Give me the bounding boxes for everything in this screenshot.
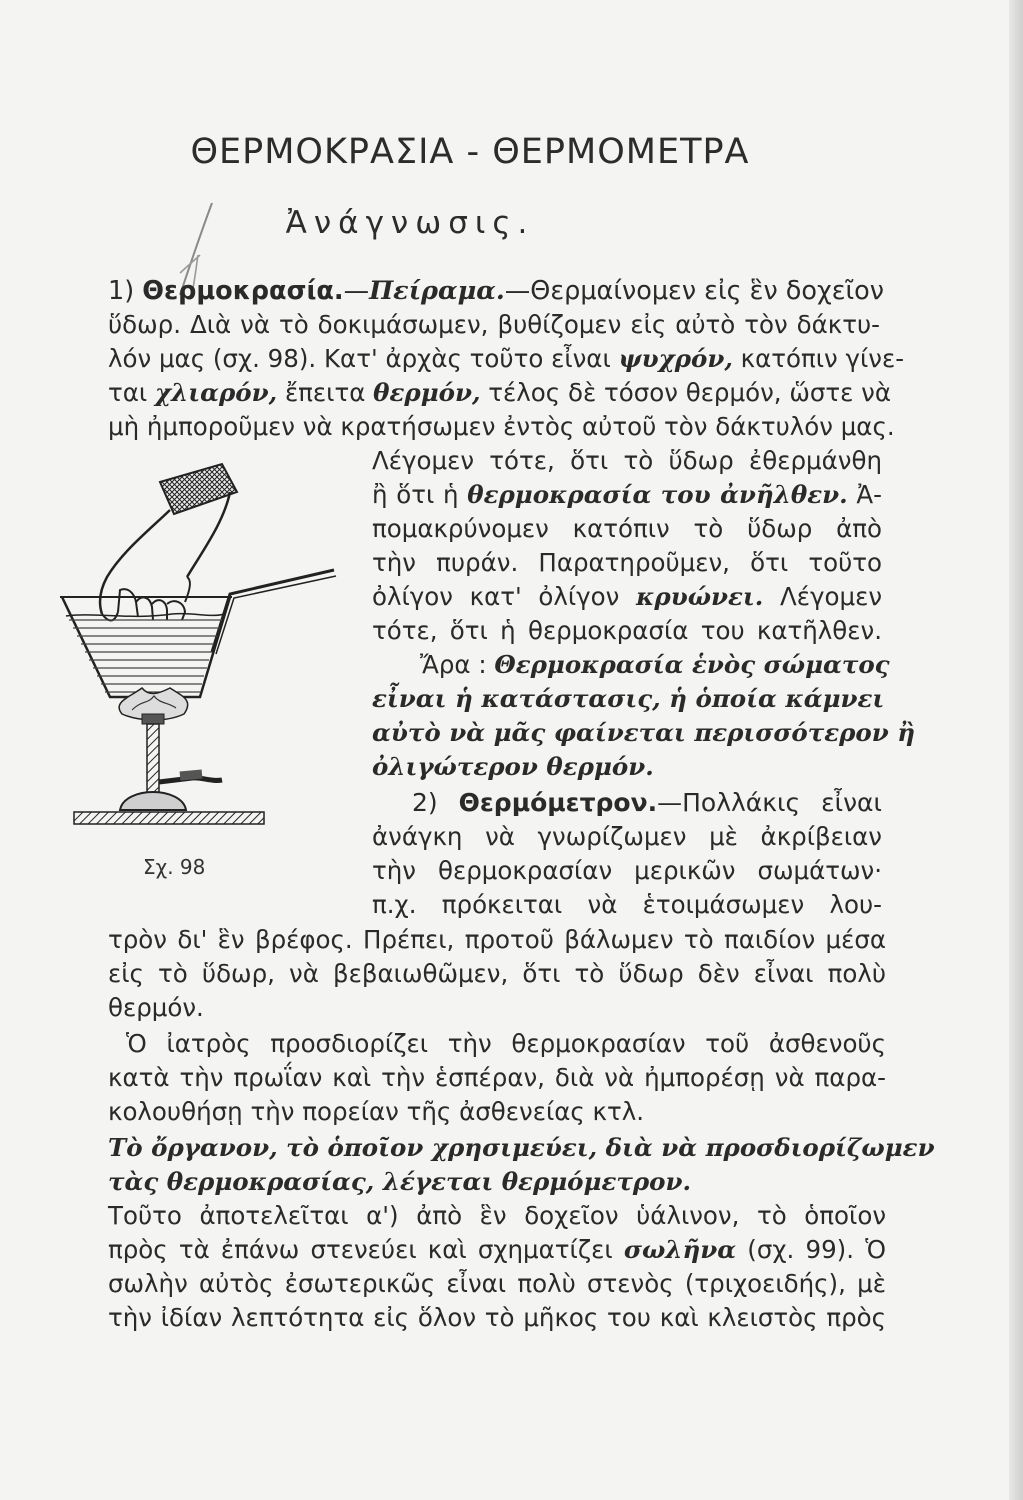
para-line-5: μὴ ἠμποροῦμεν νὰ κρατήσωμεν ἐντὸς αὐτοῦ τὸν δάκτυλόν μας. [108, 412, 895, 441]
col-line-7: Ἄρα : Θερμοκρασία ἑνὸς σώματος [420, 650, 890, 679]
col-line-5: ὀλίγον κατ' ὀλίγον κρυώνει. Λέγομεν [372, 582, 883, 611]
para-line-3: λόν μας (σχ. 98). Κατ' ἀρχὰς τοῦτο εἶναι ψυχρόν, κατόπιν γίνε- [108, 344, 905, 373]
col-line-4: τὴν πυράν. Παρατηροῦμεν, ὅτι τοῦτο [372, 548, 882, 577]
col-line-11: 2) Θερμόμετρον.—Πολλάκις εἶναι [412, 788, 882, 817]
col-line-8: εἶναι ἡ κατάστασις, ἡ ὁποία κάμνει [372, 684, 885, 713]
section-heading-thermometer: Θερμόμετρον. [458, 788, 658, 817]
para-line-4: ται χλιαρόν, ἔπειτα θερμόν, τέλος δὲ τόσον θερμόν, ὥστε νὰ [108, 378, 891, 407]
para-line-7: εἰς τὸ ὕδωρ, νὰ βεβαιωθῶμεν, ὅτι τὸ ὕδωρ δὲν εἶναι πολὺ [108, 959, 886, 988]
col-line-3: πομακρύνομεν κατόπιν τὸ ὕδωρ ἀπὸ [372, 514, 882, 543]
para-line-10: κατὰ τὴν πρωΐαν καὶ τὴν ἑσπέραν, διὰ νὰ ἠμπορέσῃ νὰ παρα- [108, 1063, 886, 1092]
page-subtitle: Ἀνάγνωσις. [285, 205, 535, 241]
definition-line-1: Τὸ ὄργανον, τὸ ὁποῖον χρησιμεύει, διὰ νὰ προσδιορίζωμεν [108, 1133, 935, 1162]
col-line-12: ἀνάγκη νὰ γνωρίζωμεν μὲ ἀκρίβειαν [372, 822, 882, 851]
col-line-6: τότε, ὅτι ἡ θερμοκρασία του κατῆλθεν. [372, 616, 882, 645]
page-edge [1009, 0, 1023, 1500]
figure-98-illustration [52, 452, 342, 847]
para-line-2: ὕδωρ. Διὰ νὰ τὸ δοκιμάσωμεν, βυθίζομεν εἰς αὐτὸ τὸν δάκτυ- [108, 310, 880, 339]
section-heading-temperature: Θερμοκρασία. [142, 276, 344, 306]
col-line-2: ἢ ὅτι ἡ θερμοκρασία του ἀνῆλθεν. Ἀ- [372, 480, 883, 509]
figure-caption: Σχ. 98 [143, 855, 206, 879]
definition-line-2: τὰς θερμοκρασίας, λέγεται θερμόμετρον. [108, 1167, 691, 1196]
col-line-14: π.χ. πρόκειται νὰ ἑτοιμάσωμεν λου- [372, 890, 882, 919]
page-title: ΘΕΡΜΟΚΡΑΣΙΑ - ΘΕΡΜΟΜΕΤΡΑ [190, 132, 750, 172]
para-line-9: Ὁ ἰατρὸς προσδιορίζει τὴν θερμοκρασίαν τοῦ ἀσθενοῦς [126, 1029, 886, 1058]
col-line-9: αὐτὸ νὰ μᾶς φαίνεται περισσότερον ἢ [372, 718, 916, 747]
para-line-11: κολουθήσῃ τὴν πορείαν τῆς ἀσθενείας κτλ. [108, 1097, 645, 1126]
col-line-10: ὀλιγώτερον θερμόν. [372, 752, 654, 781]
col-line-1: Λέγομεν τότε, ὅτι τὸ ὕδωρ ἐθερμάνθη [372, 446, 882, 475]
para-line-16: σωλὴν αὐτὸς ἐσωτερικῶς εἶναι πολὺ στενὸς (τριχοειδής), μὲ [108, 1269, 886, 1298]
col-line-13: τὴν θερμοκρασίαν μερικῶν σωμάτων· [372, 856, 882, 885]
para-line-15: πρὸς τὰ ἐπάνω στενεύει καὶ σχηματίζει σωλῆνα (σχ. 99). Ὁ [108, 1235, 886, 1264]
para-line-17: τὴν ἰδίαν λεπτότητα εἰς ὅλον τὸ μῆκος του καὶ κλειστὸς πρὸς [108, 1303, 886, 1332]
para-line-1: 1) Θερμοκρασία.—Πείραμα.—Θερμαίνομεν εἰς ἓν δοχεῖον [108, 276, 884, 306]
para-line-6: τρὸν δι' ἓν βρέφος. Πρέπει, προτοῦ βάλωμεν τὸ παιδίον μέσα [108, 925, 886, 954]
para-line-8: θερμόν. [108, 993, 204, 1022]
para-line-14: Τοῦτο ἀποτελεῖται α') ἀπὸ ἓν δοχεῖον ὑάλινον, τὸ ὁποῖον [108, 1201, 886, 1230]
